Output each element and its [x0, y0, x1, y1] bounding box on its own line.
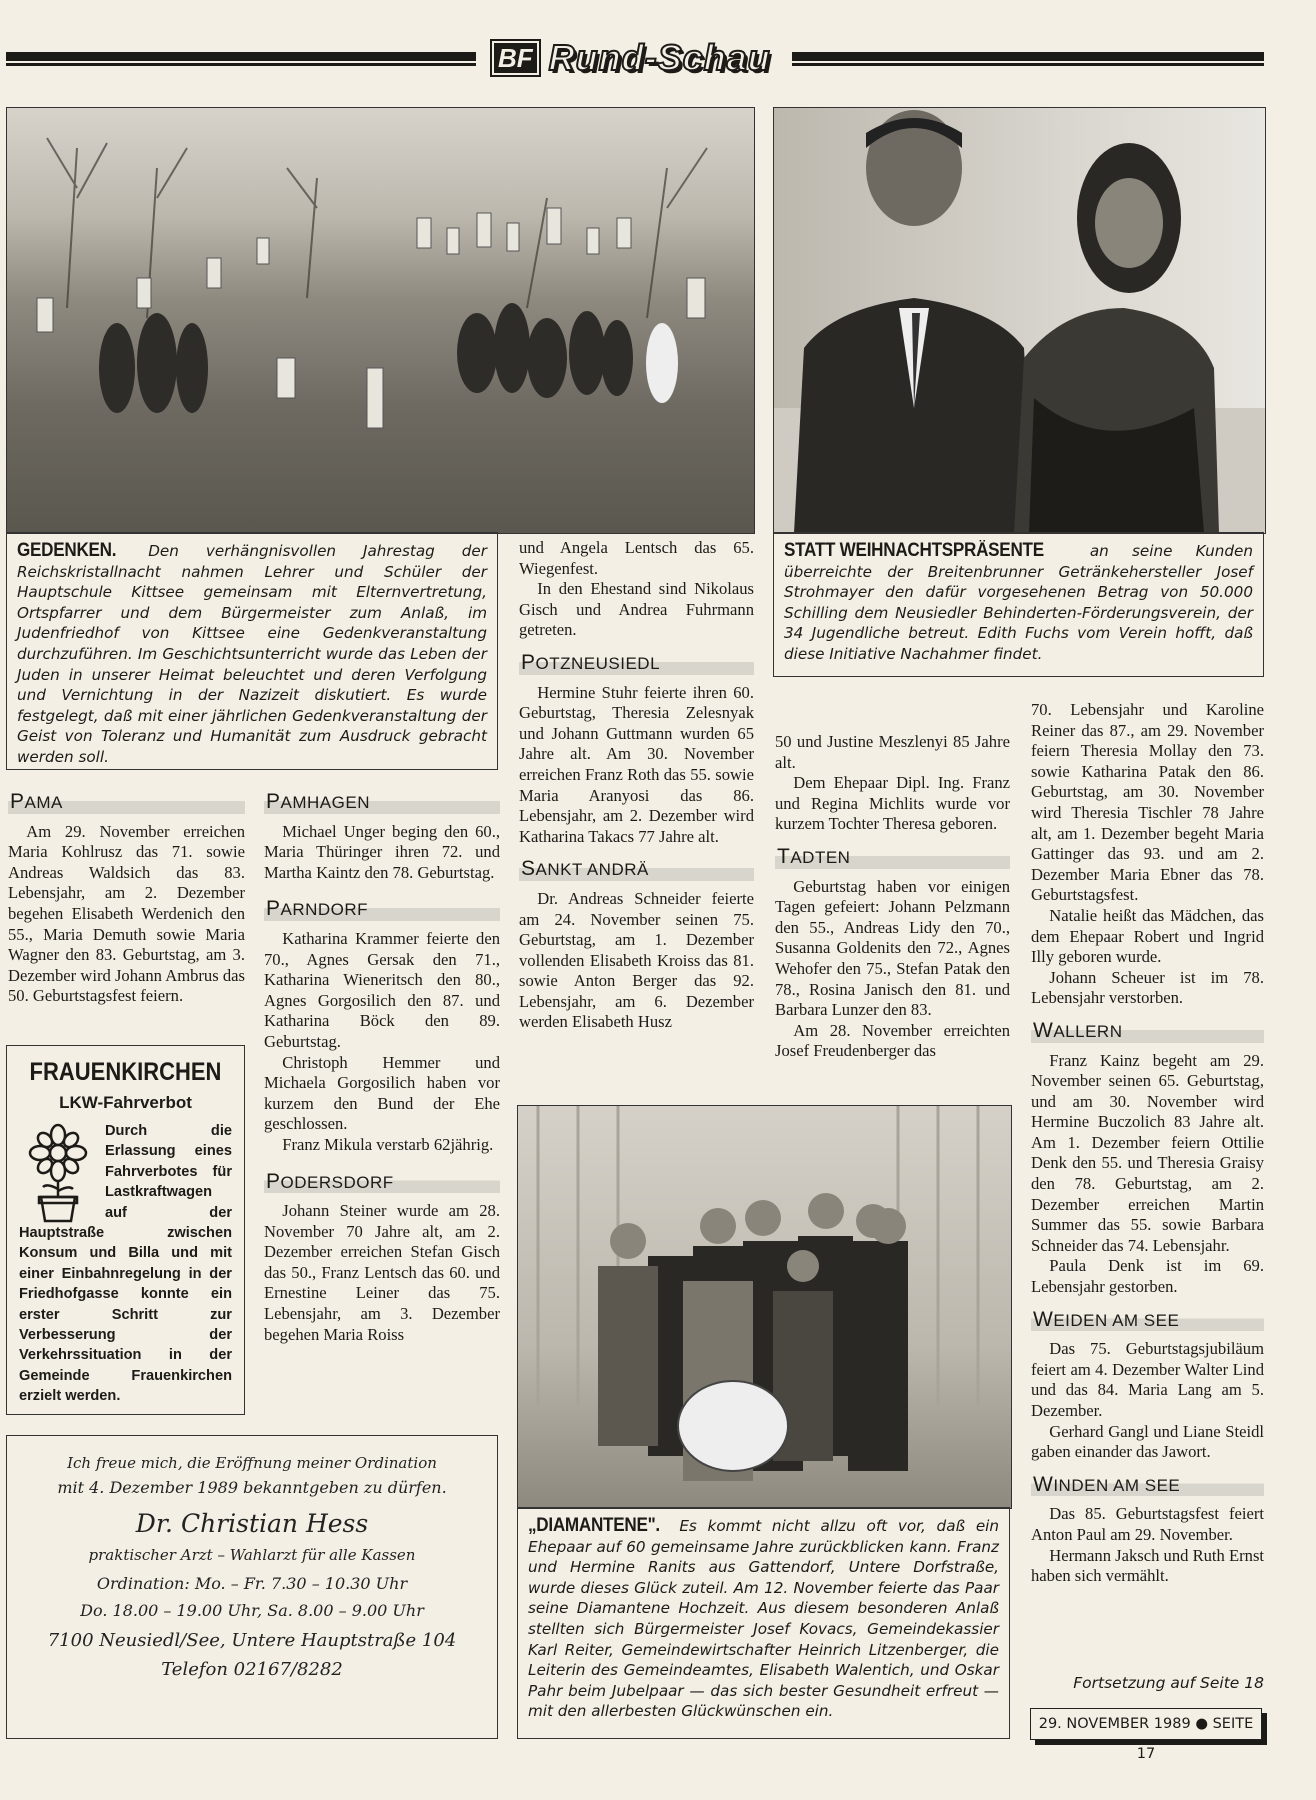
advert-doctor-title: praktischer Arzt – Wahlarzt für alle Kassen: [88, 1546, 416, 1564]
column-4: [775, 732, 1010, 1062]
advert-doctor-name: Dr. Christian Hess: [135, 1509, 369, 1538]
frauenkirchen-title: FRAUENKIRCHEN: [29, 1058, 222, 1086]
diamantene-headline: „DIAMANTENE".: [528, 1515, 660, 1536]
cemetery-scene-illustration: [7, 108, 754, 533]
column-3: [519, 538, 754, 1033]
section-heading-winden: WINDEN AM SEE: [1031, 1473, 1264, 1497]
diamantene-caption: [517, 1507, 1010, 1739]
podersdorf-paragraph: Johann Steiner wurde am 28. November 70 Jahre alt, am 2. Dezember erreichen Stefan Gisch das 50., Franz Lentsch das 60. und Ernestine Leiner das 75. Lebensjahr, am 3. Dezember begehen Maria Roiss: [264, 1201, 500, 1344]
tadten-paragraph: Natalie heißt das Mädchen, das dem Ehepaar Robert und Ingrid Illy geboren wurde.: [1031, 905, 1264, 967]
cemetery-photo: [6, 107, 755, 534]
weiden-paragraph: Gerhard Gangl und Liane Steidl gaben einander das Jawort.: [1031, 1421, 1264, 1462]
section-heading-pama: PAMA: [8, 790, 245, 814]
advert-hours-extra: Do. 18.00 – 19.00 Uhr, Sa. 8.00 – 9.00 Uhr: [80, 1601, 424, 1620]
diamantene-text: Es kommt nicht allzu oft vor, daß ein Ehepaar auf 60 gemeinsame Jahre zurückblicken kann. Franz und Hermine Ranits aus Gattendorf, Untere Dorfstraße, wurde dieses Glück zuteil. Am 12. November feierte das Paar seine Diamantene Hochzeit. Aus diesem besonderen Anlaß stellten sich Bürgermeister Josef Kovacs, Gemeindekassier Karl Reiter, Gemeindewirtschafter Heinrich Litzenberger, die Leiterin des Gemeindeamtes, Elisabeth Walentich, und Oskar Pahr beim Jubelpaar — das sich bester Gesundheit erfreut — mit den allerbesten Glückwünschen ein.: [528, 1517, 1000, 1721]
flower-pot-icon: [19, 1123, 97, 1223]
page-footer: [1030, 1708, 1262, 1762]
section-heading-podersdorf: PODERSDORF: [264, 1170, 500, 1194]
column-5: [1031, 700, 1264, 1587]
gedenken-text: Den verhängnisvollen Jahrestag der Reichskristallnacht nahmen Lehrer und Schüler der Hauptschule Kittsee gemeinsam mit Elternvertretung, Ortspfarrer und dem Bürgermeister zum Anlaß, im Judenfriedhof von Kittsee eine Gedenkveranstaltung durchzuführen. Im Geschichtsunterricht wurde das Leben der Juden in unserer Heimat beleuchtet und deren Verfolgung und Vernichtung in der Nazizeit diskutiert. Es wurde festgelegt, daß mit einer jährlichen Gedenkveranstaltung der Geist von Toleranz und Humanität zum Ausdruck gebracht werden soll.: [17, 542, 487, 766]
gedenken-caption: [6, 532, 498, 770]
masthead-rule-right: [792, 52, 1264, 63]
parndorf-paragraph: Christoph Hemmer und Michaela Gorgosilich haben vor kurzem den Bund der Ehe geschlossen.: [264, 1052, 500, 1134]
two-people-illustration: [774, 108, 1265, 533]
advert-address: 7100 Neusiedl/See, Untere Hauptstraße 104: [47, 1630, 457, 1651]
section-heading-tadten: TADTEN: [775, 845, 1010, 869]
column-2: [264, 780, 500, 1345]
section-heading-potzneusiedl: POTZNEUSIEDL: [519, 651, 754, 675]
handover-photo: [773, 107, 1266, 534]
sankt-andrae-paragraph: 50 und Justine Meszlenyi 85 Jahre alt.: [775, 732, 1010, 772]
anniversary-photo: [517, 1105, 1012, 1509]
section-heading-weiden: WEIDEN AM SEE: [1031, 1308, 1264, 1332]
sankt-andrae-paragraph: Dem Ehepaar Dipl. Ing. Franz und Regina Michlits wurde vor kurzem Tochter Theresa geboren.: [775, 773, 1010, 834]
tadten-paragraph: Johann Scheuer ist im 78. Lebensjahr verstorben.: [1031, 967, 1264, 1008]
continued-paragraph: und Angela Lentsch das 65. Wiegenfest.: [519, 538, 754, 578]
footer-date: 29. NOVEMBER 1989: [1038, 1716, 1191, 1732]
doctor-advert: [6, 1435, 498, 1739]
weihnacht-text: an seine Kunden überreichte der Breitenbrunner Getränkehersteller Josef Strohmayer den dafür vorgesehenen Betrag von 50.000 Schilling dem Neusiedler Behinderten-Förderungsverein, der 34 Jugendliche betreut. Edith Fuchs vom Verein hofft, daß diese Initiative Nachahmer findet.: [784, 542, 1253, 663]
tadten-paragraph: 70. Lebensjahr und Karoline Reiner das 87., am 29. November feiern Theresia Mollay den 73. sowie Katharina Patak den 86. Geburtstag, am 30. November wird Theresia Tischler 78 Jahre alt, am 1. Dezember begeht Maria Gattinger das 93. und am 2. Dezember Maria Ebner das 78. Geburtstagsfest.: [1031, 700, 1264, 905]
frauenkirchen-subtitle: LKW-Fahrverbot: [59, 1093, 192, 1112]
pama-paragraph: Am 29. November erreichen Maria Kohlrusz das 71. sowie Andreas Waldsich das 83. Lebensjahr, am 2. Dezember begehen Elisabeth Werdenich den 55., Maria Demuth sowie Maria Wagner den 83. Geburtstag, am 3. Dezember wird Johann Ambrus das 50. Geburtstagsfest feiern.: [8, 821, 245, 1006]
continued-paragraph: In den Ehestand sind Nikolaus Gisch und Andrea Fuhrmann getreten.: [519, 579, 754, 640]
section-heading-pamhagen: PAMHAGEN: [264, 790, 500, 814]
winden-paragraph: Hermann Jaksch und Ruth Ernst haben sich vermählt.: [1031, 1545, 1265, 1586]
section-heading-wallern: WALLERN: [1031, 1019, 1264, 1043]
wallern-paragraph: Paula Denk ist im 69. Lebensjahr gestorben.: [1031, 1256, 1264, 1297]
section-heading-parndorf: PARNDORF: [264, 897, 500, 921]
footer-page-number: SEITE 17: [1136, 1716, 1254, 1762]
logo-name: Rund-Schau: [548, 37, 771, 78]
column-1: [8, 780, 245, 1007]
gedenken-headline: GEDENKEN.: [17, 540, 117, 561]
continuation-note: Fortsetzung auf Seite 18: [1073, 1674, 1264, 1692]
weiden-paragraph: Das 75. Geburtstagsjubiläum feiert am 4. Dezember Walter Lind und das 84. Maria Lang am 5. Dezember.: [1031, 1339, 1264, 1420]
advert-line1: Ich freue mich, die Eröffnung meiner Ordination: [67, 1454, 437, 1472]
pamhagen-paragraph: Michael Unger beging den 60., Maria Thüringer ihren 72. und Martha Kaintz den 78. Geburtstag.: [264, 821, 500, 882]
sankt-andrae-paragraph: Dr. Andreas Schneider feierte am 24. November seinen 75. Geburtstag, am 1. Dezember vollenden Elisabeth Kroiss das 81. sowie Anton Berger das 92. Lebensjahr, am 6. Dezember werden Elisabeth Husz: [519, 888, 754, 1032]
frauenkirchen-box: [6, 1045, 245, 1415]
weihnacht-caption: [773, 532, 1264, 677]
bullet-icon: ●: [1195, 1716, 1208, 1732]
tadten-paragraph: Am 28. November erreichten Josef Freudenberger das: [775, 1020, 1010, 1061]
advert-phone: Telefon 02167/8282: [161, 1659, 343, 1680]
winden-paragraph: Das 85. Geburtstagsfest feiert Anton Paul am 29. November.: [1031, 1504, 1264, 1544]
weihnacht-headline: STATT WEIHNACHTSPRÄSENTE: [784, 540, 1044, 561]
tadten-paragraph: Geburtstag haben vor einigen Tagen gefeiert: Johann Pelzmann den 55., Andreas Lidy den 70., Susanna Goldenits den 72., Agnes Wehofer den 75., Stefan Patak den 78., Rosina Janisch den 81. und Barbara Lunzer den 83.: [775, 876, 1010, 1020]
parndorf-paragraph: Katharina Krammer feierte den 70., Agnes Gersak den 71., Katharina Wieneritsch den 80., Agnes Gorgosilich den 87. und Katharina Böck den 89. Geburtstag.: [264, 928, 500, 1051]
masthead-rule-left: [6, 52, 476, 63]
frauenkirchen-text: Durch die Erlassung eines Fahrverbotes für Lastkraftwagen auf der Hauptstraße zwischen Konsum und Billa und mit einer Einbahnregelung in der Friedhofgasse konnte ein erster Schritt zur Verbesserung der Verkehrssituation in der Gemeinde Frauenkirchen erzielt werden.: [19, 1123, 232, 1405]
potzneusiedl-paragraph: Hermine Stuhr feierte ihren 60. Geburtstag, Theresia Zelesnyak und Johann Guttmann wurden 65 Jahre alt. Am 30. November erreichen Franz Roth das 55. sowie Maria Aranyosi das 86. Lebensjahr, am 2. Dezember wird Katharina Takacs 77 Jahre alt.: [519, 682, 754, 846]
parndorf-paragraph: Franz Mikula verstarb 62jährig.: [282, 1134, 494, 1154]
logo-initials: BF: [490, 39, 541, 77]
wallern-paragraph: Franz Kainz begeht am 29. November seinen 65. Geburtstag, und am 30. November wird Hermine Buczolich 83 Jahre alt. Am 1. Dezember feiern Ottilie Denk den 55. und Theresia Graisy den 78. Geburtstag, am 2. Dezember erreichen Martin Summer das 55. sowie Barbara Schneider das 74. Lebensjahr.: [1031, 1050, 1264, 1255]
masthead-logo: [490, 38, 780, 78]
advert-hours-weekdays: Ordination: Mo. – Fr. 7.30 – 10.30 Uhr: [96, 1574, 408, 1593]
section-heading-sankt-andrae: SANKT ANDRÄ: [519, 857, 754, 881]
group-portrait-illustration: [518, 1106, 1011, 1508]
advert-line2: mit 4. Dezember 1989 bekanntgeben zu dürfen.: [57, 1478, 447, 1497]
